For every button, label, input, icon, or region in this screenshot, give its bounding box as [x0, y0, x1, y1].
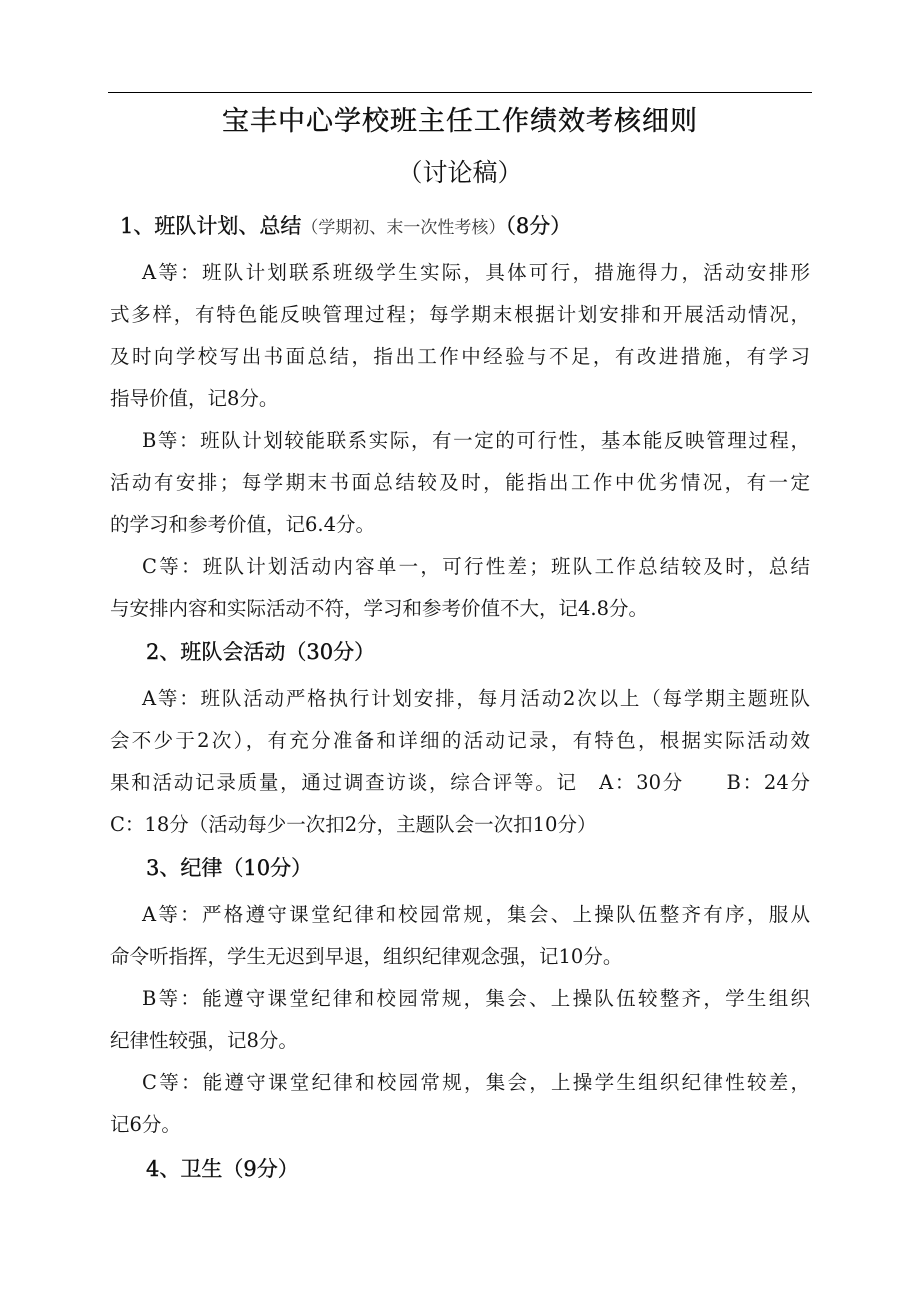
- section-1-line: C等：班队计划活动内容单一，可行性差；班队工作总结较及时，总结: [142, 555, 810, 578]
- section-1-heading: [120, 210, 571, 244]
- section-1-line: 式多样，有特色能反映管理过程；每学期末根据计划安排和开展活动情况，: [110, 303, 810, 326]
- section-1-line: 活动有安排；每学期末书面总结较及时，能指出工作中优劣情况，有一定: [110, 471, 810, 494]
- section-3-line: 纪律性较强，记8分。: [110, 1029, 298, 1052]
- section-1-line: A等：班队计划联系班级学生实际，具体可行，措施得力，活动安排形: [142, 261, 810, 284]
- header-rule: [108, 92, 812, 93]
- section-1-title: 1、班队计划、总结: [120, 214, 302, 238]
- section-3-line: 命令听指挥，学生无迟到早退，组织纪律观念强，记10分。: [110, 945, 623, 968]
- section-1-line: 及时向学校写出书面总结，指出工作中经验与不足，有改进措施，有学习: [110, 345, 810, 368]
- section-3-line: A等：严格遵守课堂纪律和校园常规，集会、上操队伍整齐有序，服从: [142, 903, 810, 926]
- section-1-line: B等：班队计划较能联系实际，有一定的可行性，基本能反映管理过程，: [142, 429, 810, 452]
- section-2-line: A等：班队活动严格执行计划安排，每月活动2次以上（每学期主题班队: [142, 687, 810, 710]
- section-1-note: （学期初、末一次性考核）: [301, 218, 506, 238]
- section-2-line: 果和活动记录质量，通过调查访谈，综合评等。记 A：30分 B：24分: [110, 771, 810, 794]
- section-3-heading: 3、纪律（10分）: [146, 856, 313, 880]
- section-2-heading: 2、班队会活动（30分）: [146, 640, 376, 664]
- section-4-heading: 4、卫生（9分）: [146, 1157, 299, 1181]
- section-3-line: B等：能遵守课堂纪律和校园常规，集会、上操队伍较整齐，学生组织: [142, 987, 810, 1010]
- section-1-line: 指导价值，记8分。: [110, 387, 279, 410]
- section-1-line: 的学习和参考价值，记6.4分。: [110, 513, 376, 536]
- section-2-line: 会不少于2次），有充分准备和详细的活动记录，有特色，根据实际活动效: [110, 729, 810, 752]
- section-1-line: 与安排内容和实际活动不符，学习和参考价值不大，记4.8分。: [110, 597, 649, 620]
- section-1-points: （8分）: [505, 214, 572, 238]
- section-2-line: C：18分（活动每少一次扣2分，主题队会一次扣10分）: [110, 813, 597, 836]
- section-3-line: 记6分。: [110, 1113, 181, 1136]
- document-subtitle: （讨论稿）: [397, 158, 523, 187]
- section-3-line: C等：能遵守课堂纪律和校园常规，集会，上操学生组织纪律性较差，: [142, 1071, 810, 1094]
- document-title: 宝丰中心学校班主任工作绩效考核细则: [222, 106, 698, 137]
